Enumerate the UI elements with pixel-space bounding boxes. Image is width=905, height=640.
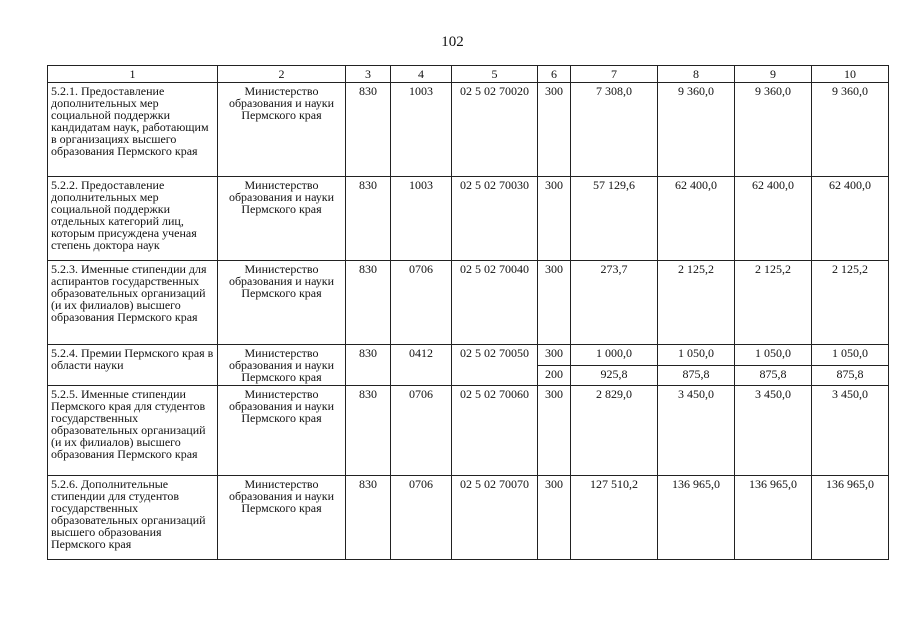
row-name-cell: 5.2.6. Дополнительные стипендии для студентов государственных образовательных организаций высшего образования Пермского края bbox=[48, 476, 218, 560]
code-cell-4: 1003 bbox=[391, 177, 452, 261]
row-name-cell: 5.2.3. Именные стипендии для аспирантов государственных образовательных организаций (и их филиалов) высшего образования Пермского края bbox=[48, 261, 218, 345]
value-cell-10: 1 050,0 bbox=[812, 345, 889, 366]
code-cell-6: 200 bbox=[538, 365, 571, 386]
value-cell-7: 57 129,6 bbox=[571, 177, 658, 261]
code-cell-6: 300 bbox=[538, 386, 571, 476]
value-cell-8: 875,8 bbox=[658, 365, 735, 386]
code-cell-6: 300 bbox=[538, 345, 571, 366]
value-cell-7: 1 000,0 bbox=[571, 345, 658, 366]
value-cell-8: 136 965,0 bbox=[658, 476, 735, 560]
header-row bbox=[48, 66, 889, 83]
value-cell-7: 2 829,0 bbox=[571, 386, 658, 476]
value-cell-7: 127 510,2 bbox=[571, 476, 658, 560]
row-name-cell: 5.2.1. Предоставление дополнительных мер социальной поддержки кандидатам наук, работающим в организациях высшего образования Пермского края bbox=[48, 83, 218, 177]
value-cell-9: 136 965,0 bbox=[735, 476, 812, 560]
value-cell-10: 136 965,0 bbox=[812, 476, 889, 560]
table-row bbox=[48, 476, 889, 560]
code-cell-4: 0706 bbox=[391, 261, 452, 345]
column-header-2: 2 bbox=[218, 66, 346, 83]
column-header-9: 9 bbox=[735, 66, 812, 83]
column-header-5: 5 bbox=[452, 66, 538, 83]
code-cell-3: 830 bbox=[346, 476, 391, 560]
value-cell-9: 2 125,2 bbox=[735, 261, 812, 345]
value-cell-8: 3 450,0 bbox=[658, 386, 735, 476]
column-header-10: 10 bbox=[812, 66, 889, 83]
value-cell-7: 273,7 bbox=[571, 261, 658, 345]
column-header-3: 3 bbox=[346, 66, 391, 83]
value-cell-10: 62 400,0 bbox=[812, 177, 889, 261]
code-cell-3: 830 bbox=[346, 345, 391, 386]
value-cell-9: 3 450,0 bbox=[735, 386, 812, 476]
ministry-cell: Министерство образования и науки Пермского края bbox=[218, 177, 346, 261]
code-cell-6: 300 bbox=[538, 177, 571, 261]
code-cell-5: 02 5 02 70030 bbox=[452, 177, 538, 261]
value-cell-9: 875,8 bbox=[735, 365, 812, 386]
column-header-8: 8 bbox=[658, 66, 735, 83]
value-cell-10: 9 360,0 bbox=[812, 83, 889, 177]
value-cell-10: 2 125,2 bbox=[812, 261, 889, 345]
table-body bbox=[48, 66, 889, 560]
code-cell-4: 0706 bbox=[391, 476, 452, 560]
code-cell-3: 830 bbox=[346, 386, 391, 476]
value-cell-8: 1 050,0 bbox=[658, 345, 735, 366]
code-cell-4: 1003 bbox=[391, 83, 452, 177]
ministry-cell: Министерство образования и науки Пермского края bbox=[218, 476, 346, 560]
column-header-6: 6 bbox=[538, 66, 571, 83]
column-header-7: 7 bbox=[571, 66, 658, 83]
column-header-1: 1 bbox=[48, 66, 218, 83]
row-name-cell: 5.2.2. Предоставление дополнительных мер социальной поддержки отдельных категорий лиц, которым присуждена ученая степень доктора наук bbox=[48, 177, 218, 261]
column-header-4: 4 bbox=[391, 66, 452, 83]
value-cell-10: 875,8 bbox=[812, 365, 889, 386]
table-row bbox=[48, 386, 889, 476]
value-cell-8: 62 400,0 bbox=[658, 177, 735, 261]
value-cell-9: 9 360,0 bbox=[735, 83, 812, 177]
value-cell-7: 7 308,0 bbox=[571, 83, 658, 177]
table-row bbox=[48, 177, 889, 261]
ministry-cell: Министерство образования и науки Пермского края bbox=[218, 261, 346, 345]
value-cell-7: 925,8 bbox=[571, 365, 658, 386]
ministry-cell: Министерство образования и науки Пермского края bbox=[218, 386, 346, 476]
row-name-cell: 5.2.5. Именные стипендии Пермского края для студентов государственных образовательных организаций (и их филиалов) высшего образования Пермского края bbox=[48, 386, 218, 476]
code-cell-6: 300 bbox=[538, 261, 571, 345]
ministry-cell: Министерство образования и науки Пермского края bbox=[218, 345, 346, 386]
page-number: 102 bbox=[441, 34, 464, 50]
value-cell-9: 62 400,0 bbox=[735, 177, 812, 261]
code-cell-3: 830 bbox=[346, 261, 391, 345]
table-row bbox=[48, 345, 889, 366]
code-cell-5: 02 5 02 70020 bbox=[452, 83, 538, 177]
code-cell-5: 02 5 02 70040 bbox=[452, 261, 538, 345]
code-cell-3: 830 bbox=[346, 83, 391, 177]
code-cell-3: 830 bbox=[346, 177, 391, 261]
value-cell-8: 9 360,0 bbox=[658, 83, 735, 177]
value-cell-9: 1 050,0 bbox=[735, 345, 812, 366]
ministry-cell: Министерство образования и науки Пермского края bbox=[218, 83, 346, 177]
code-cell-4: 0706 bbox=[391, 386, 452, 476]
row-name-cell: 5.2.4. Премии Пермского края в области науки bbox=[48, 345, 218, 386]
value-cell-8: 2 125,2 bbox=[658, 261, 735, 345]
code-cell-5: 02 5 02 70070 bbox=[452, 476, 538, 560]
budget-table bbox=[47, 65, 889, 560]
table-row bbox=[48, 83, 889, 177]
code-cell-6: 300 bbox=[538, 476, 571, 560]
value-cell-10: 3 450,0 bbox=[812, 386, 889, 476]
code-cell-4: 0412 bbox=[391, 345, 452, 386]
code-cell-5: 02 5 02 70050 bbox=[452, 345, 538, 386]
table-row bbox=[48, 261, 889, 345]
code-cell-5: 02 5 02 70060 bbox=[452, 386, 538, 476]
code-cell-6: 300 bbox=[538, 83, 571, 177]
